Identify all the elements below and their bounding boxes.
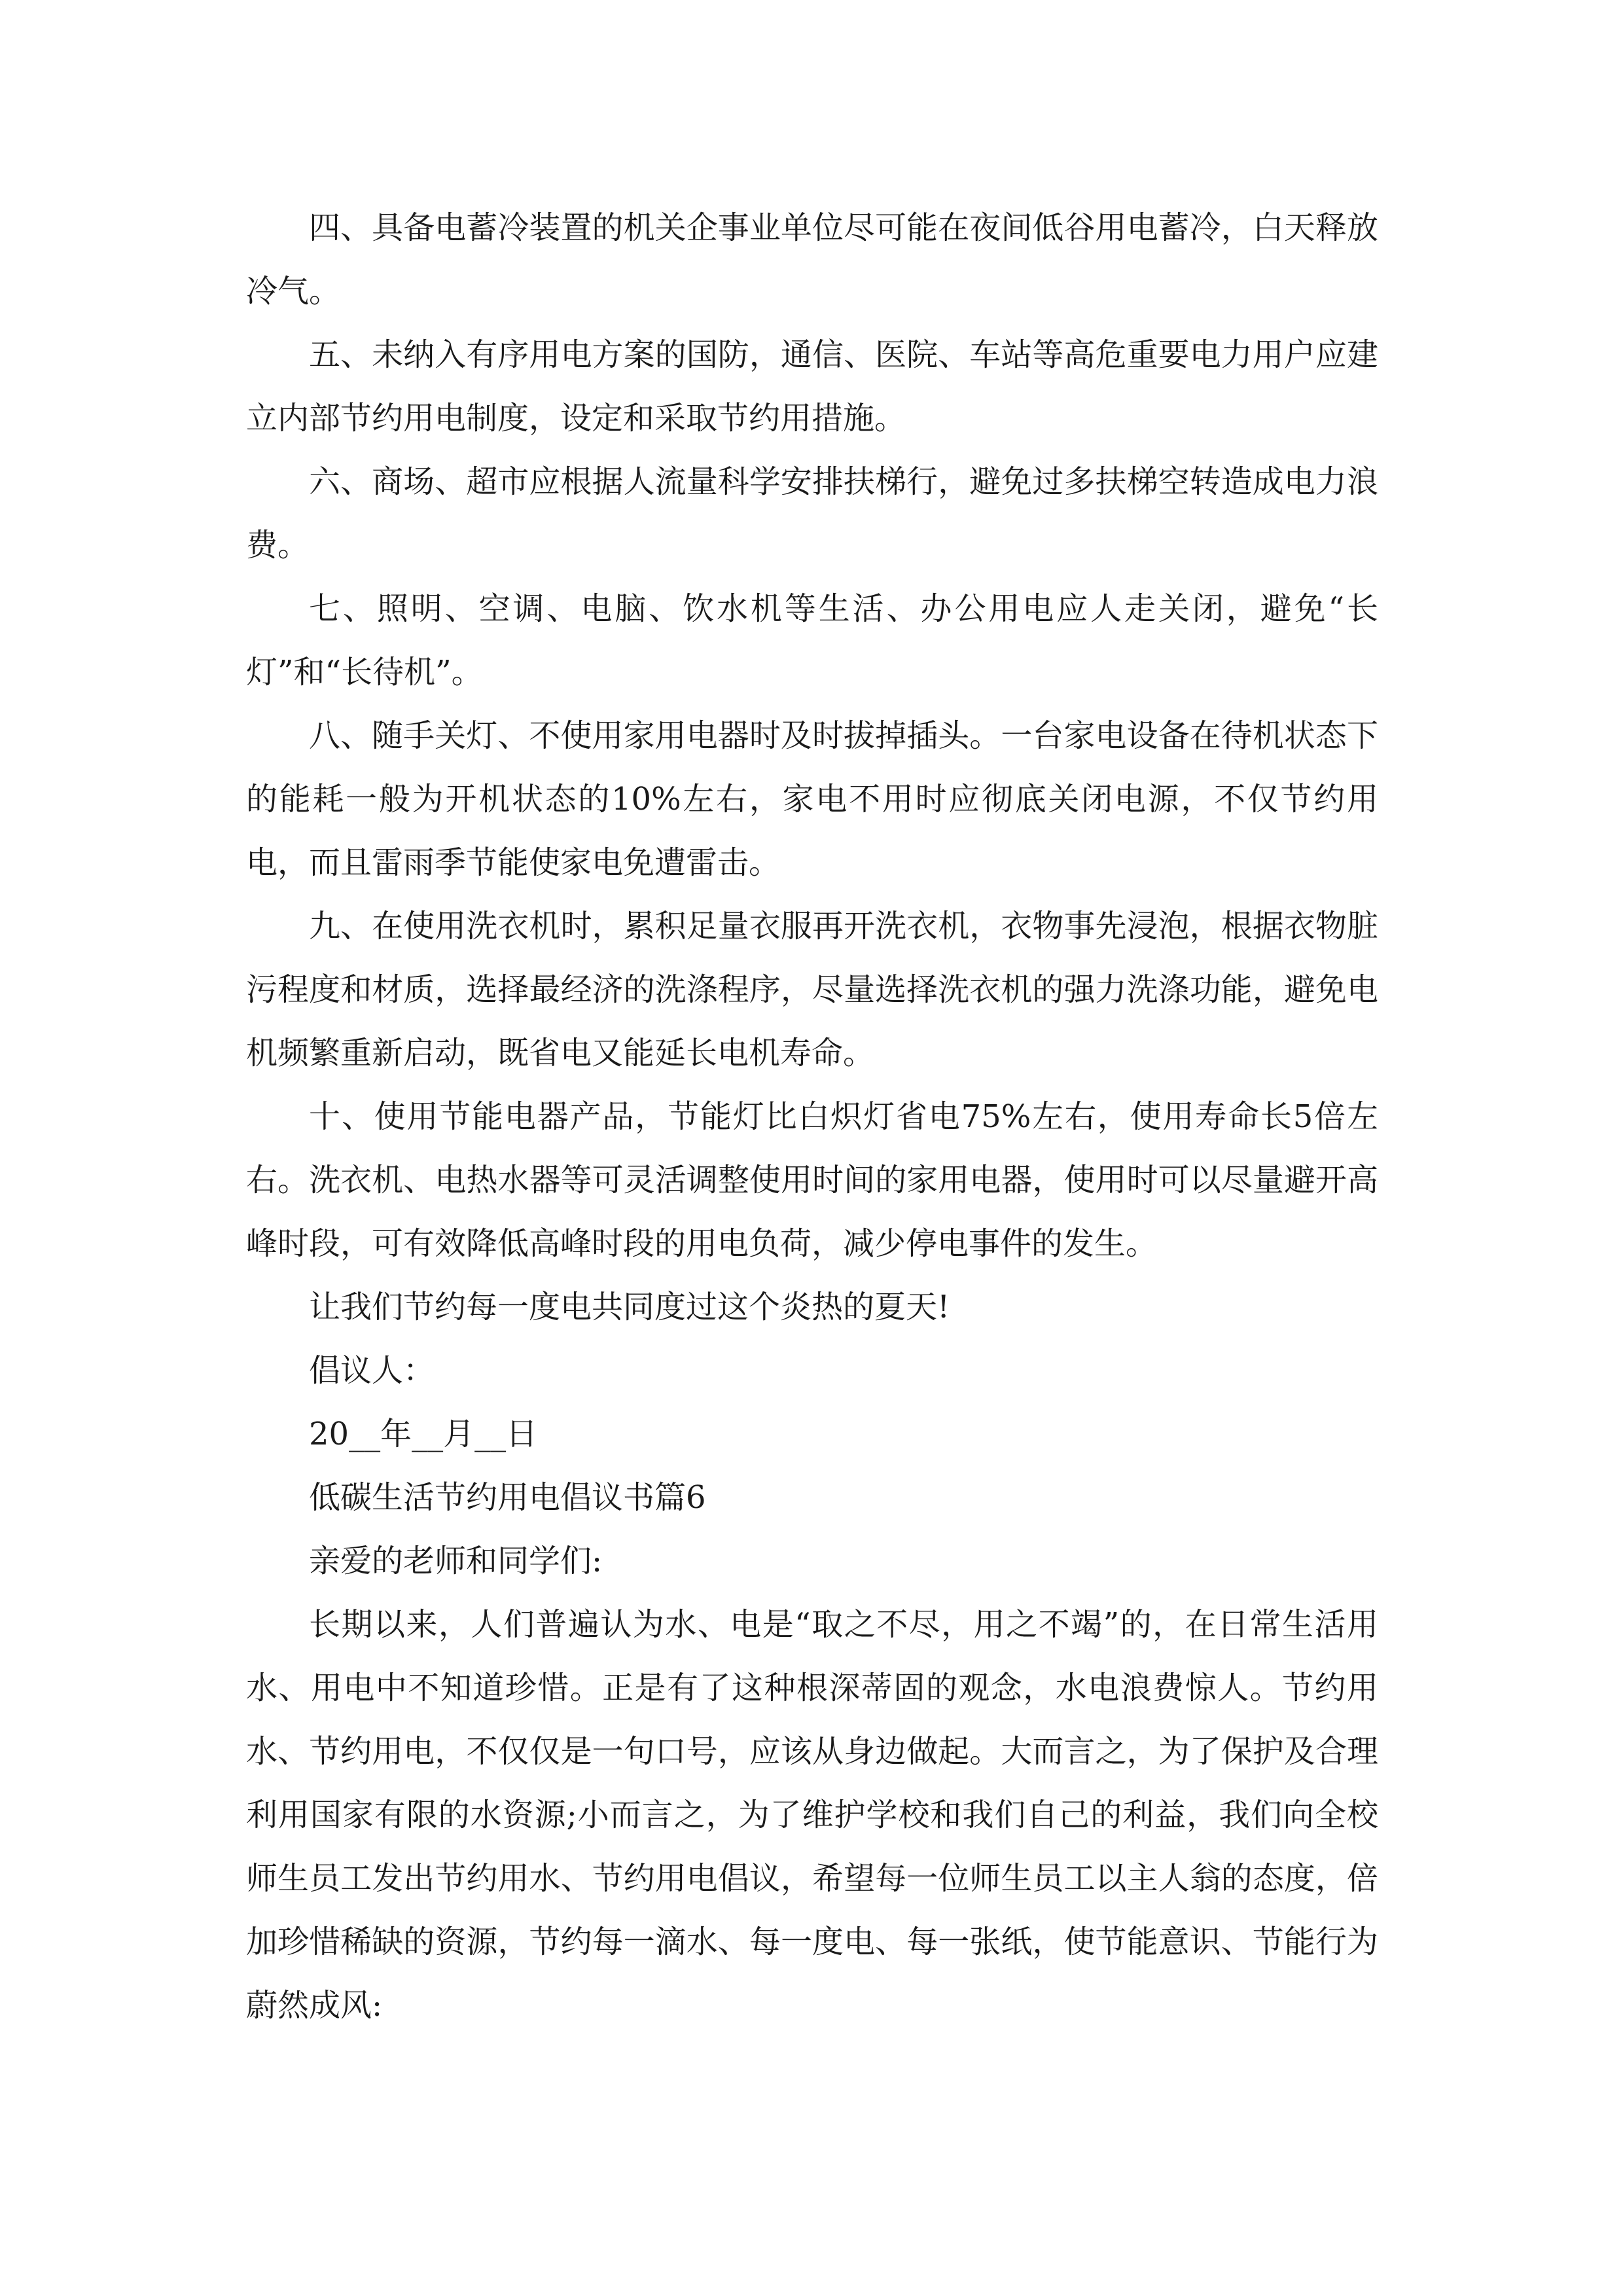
paragraph-item-4: 四、具备电蓄冷装置的机关企事业单位尽可能在夜间低谷用电蓄冷，白天释放冷气。 — [246, 209, 1378, 310]
section-title: 低碳生活节约用电倡议书篇6 — [309, 1479, 706, 1516]
document-body — [246, 196, 1378, 2037]
paragraph-item-9: 九、在使用洗衣机时，累积足量衣服再开洗衣机，衣物事先浸泡，根据衣物脏污程度和材质，选择最经济的洗涤程序，尽量选择洗衣机的强力洗涤功能，避免电机频繁重新启动，既省电又能延长电机寿命。 — [246, 908, 1378, 1071]
paragraph-item-6: 六、商场、超市应根据人流量科学安排扶梯行，避免过多扶梯空转造成电力浪费。 — [246, 463, 1378, 564]
signatory-label: 倡议人： — [309, 1352, 435, 1389]
paragraph-item-10: 十、使用节能电器产品，节能灯比白炽灯省电75%左右，使用寿命长5倍左右。洗衣机、电热水器等可灵活调整使用时间的家用电器，使用时可以尽量避开高峰时段，可有效降低高峰时段的用电负荷，减少停电事件的发生。 — [246, 1098, 1378, 1262]
closing-sentence: 让我们节约每一度电共同度过这个炎热的夏天! — [309, 1289, 950, 1325]
paragraph-item-8: 八、随手关灯、不使用家用电器时及时拔掉插头。一台家电设备在待机状态下的能耗一般为开机状态的10%左右，家电不用时应彻底关闭电源，不仅节约用电，而且雷雨季节能使家电免遭雷击。 — [246, 717, 1378, 881]
salutation: 亲爱的老师和同学们: — [309, 1543, 603, 1579]
paragraph-item-7: 七、照明、空调、电脑、饮水机等生活、办公用电应人走关闭，避免“长灯”和“长待机”。 — [246, 590, 1378, 691]
body-paragraph: 长期以来，人们普遍认为水、电是“取之不尽，用之不竭”的，在日常生活用水、用电中不知道珍惜。正是有了这种根深蒂固的观念，水电浪费惊人。节约用水、节约用电，不仅仅是一句口号，应该从身边做起。大而言之，为了保护及合理利用国家有限的水资源;小而言之，为了维护学校和我们自己的利益，我们向全校师生员工发出节约用水、节约用电倡议，希望每一位师生员工以主人翁的态度，倍加珍惜稀缺的资源，节约每一滴水、每一度电、每一张纸，使节能意识、节能行为蔚然成风: — [246, 1606, 1378, 2024]
paragraph-item-5: 五、未纳入有序用电方案的国防，通信、医院、车站等高危重要电力用户应建立内部节约用电制度，设定和采取节约用措施。 — [246, 336, 1378, 437]
date-line: 20__年__月__日 — [309, 1416, 538, 1452]
